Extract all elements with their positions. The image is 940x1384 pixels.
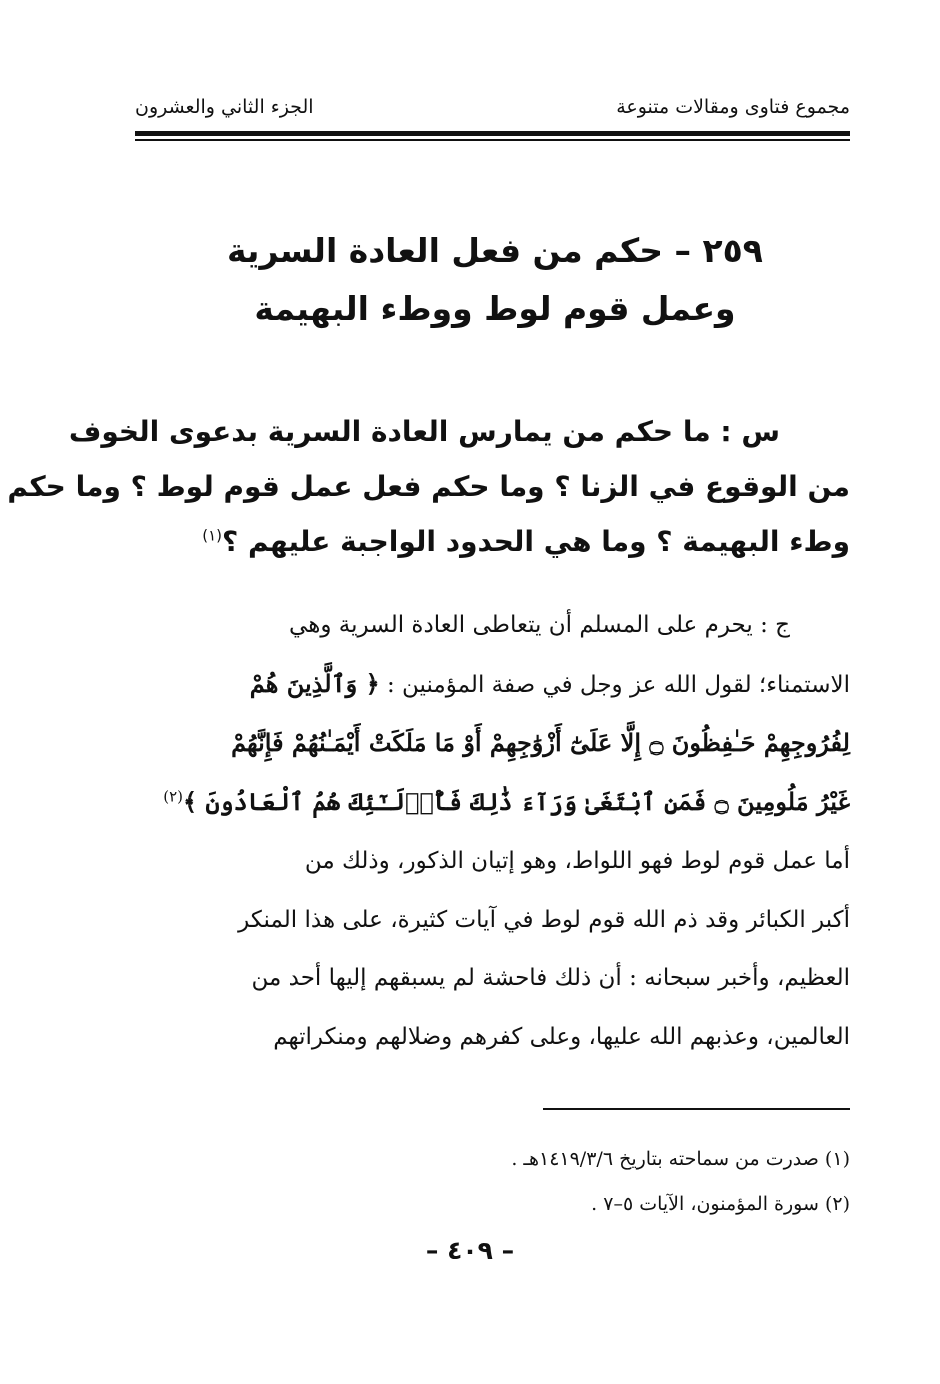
footnote-ref-1: (١)	[202, 526, 222, 545]
answer-line-2-text: الاستمناء؛ لقول الله عز وجل في صفة المؤمنين :	[379, 671, 850, 698]
footnote-2: (٢) سورة المؤمنون، الآيات ٥–٧ .	[591, 1193, 850, 1215]
question-line-1: س : ما حكم من يمارس العادة السرية بدعوى الخوف	[68, 415, 780, 448]
answer-line-8: العالمين، وعذبهم الله عليها، وعلى كفرهم وضلالهم ومنكراتهم	[273, 1023, 850, 1050]
footnote-ref-2: (٢)	[163, 786, 184, 805]
footnotes	[135, 1137, 850, 1227]
footnote-separator	[543, 1108, 850, 1110]
question-line-3-text: وطء البهيمة ؟ وما هي الحدود الواجبة عليهم ؟	[222, 525, 850, 558]
chapter-title-line-1: ٢٥٩ – حكم من فعل العادة السرية	[227, 231, 763, 270]
question-line-3	[135, 514, 850, 569]
header-rule-thick	[135, 131, 850, 136]
answer-line-7: العظيم، وأخبر سبحانه : أن ذلك فاحشة لم يسبقهم إليها أحد من	[251, 965, 850, 991]
answer-line-6: أكبر الكبائر وقد ذم الله قوم لوط في آيات كثيرة، على هذا المنكر	[238, 906, 850, 933]
quran-verse-line-3: غَيْرُ مَلُومِينَ ۝ فَمَنِ ٱبْتَغَىٰ وَرَآءَ ذَٰلِكَ فَأُو۟لَـٰٓئِكَ هُمُ ٱلْعَادُونَ ﴾	[183, 786, 850, 816]
answer-line-4	[135, 773, 850, 833]
answer-paragraph	[135, 596, 850, 1066]
quran-verse-line-2: لِفُرُوجِهِمْ حَـٰفِظُونَ ۝ إِلَّا عَلَىٰٓ أَزْوَٰجِهِمْ أَوْ مَا مَلَكَتْ أَيْمَـٰنُهُمْ فَإِنَّهُمْ	[231, 728, 850, 757]
page-number: – ٤٠٩ –	[425, 1236, 515, 1265]
running-header	[135, 90, 850, 124]
chapter-title	[200, 222, 790, 338]
answer-line-2	[135, 655, 850, 715]
chapter-title-line-2: وعمل قوم لوط ووطء البهيمة	[254, 289, 736, 328]
header-rule-thin	[135, 139, 850, 141]
answer-line-5: أما عمل قوم لوط فهو اللواط، وهو إتيان الذكور، وذلك من	[304, 848, 850, 874]
volume-label: الجزء الثاني والعشرون	[135, 96, 314, 118]
footnote-1: (١) صدرت من سماحته بتاريخ ١٤١٩/٣/٦هـ .	[511, 1148, 850, 1170]
question-paragraph	[7, 404, 850, 569]
quran-verse-start: ﴿ وَٱلَّذِينَ هُمْ	[249, 668, 380, 698]
book-title: مجموع فتاوى ومقالات متنوعة	[616, 96, 850, 118]
answer-line-1: ج : يحرم على المسلم أن يتعاطى العادة السرية وهي	[289, 612, 790, 638]
question-line-2: من الوقوع في الزنا ؟ وما حكم فعل عمل قوم لوط ؟ وما حكم	[7, 470, 850, 503]
